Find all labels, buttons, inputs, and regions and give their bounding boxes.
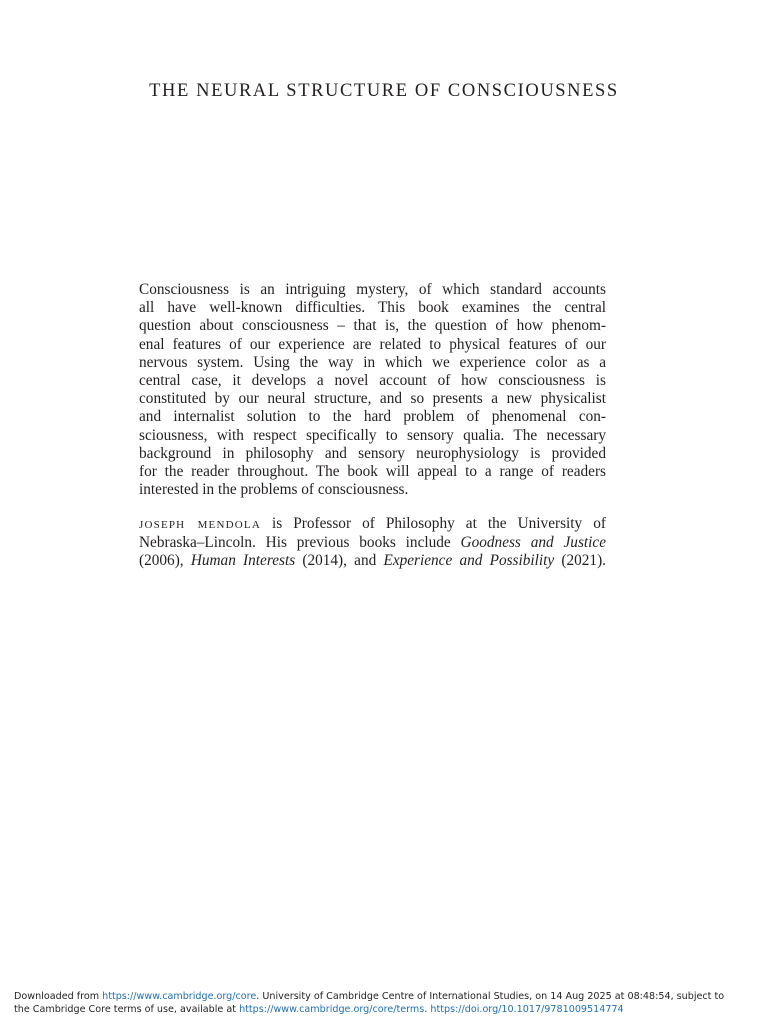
footer-text: Downloaded from <box>14 991 103 1002</box>
footer-text: . <box>424 1004 431 1015</box>
cambridge-core-link[interactable]: https://www.cambridge.org/core <box>102 991 257 1002</box>
author-bio <box>139 515 606 570</box>
description-line: interested in the problems of consciousness. <box>139 481 409 499</box>
author-bio-line <box>139 552 606 570</box>
doi-link[interactable]: https://doi.org/10.1017/9781009514774 <box>430 1004 624 1015</box>
description-line: all have well-known difficulties. This book examines the central <box>139 299 606 317</box>
download-footer <box>14 990 759 1016</box>
description-line: for the reader throughout. The book will appeal to a range of readers <box>139 463 606 481</box>
terms-link[interactable]: https://www.cambridge.org/core/terms <box>239 1004 425 1015</box>
author-bio-text: (2006), <box>139 551 191 569</box>
description-line: enal features of our experience are related to physical features of our <box>139 335 606 353</box>
book-title-experience-and-possibility: Experience and Possibility <box>383 551 555 569</box>
footer-text: the Cambridge Core terms of use, available at <box>14 1004 240 1015</box>
author-name: joseph mendola <box>139 515 261 533</box>
description-line: constituted by our neural structure, and so presents a new physicalist <box>139 390 606 408</box>
description-line: question about consciousness – that is, the question of how phenom- <box>139 317 606 335</box>
author-bio-line <box>139 515 606 533</box>
description-line: central case, it develops a novel account of how consciousness is <box>139 372 606 390</box>
description-line: sciousness, with respect specifically to sensory qualia. The necessary <box>139 426 606 444</box>
author-bio-line <box>139 534 606 552</box>
footer-text: . University of Cambridge Centre of International Studies, on 14 Aug 2025 at 08:48:54, subject to <box>256 991 725 1002</box>
description-line: Consciousness is an intriguing mystery, of which standard accounts <box>139 281 606 298</box>
description-line: background in philosophy and sensory neurophysiology is provided <box>139 444 606 462</box>
author-bio-text: Nebraska–Lincoln. His previous books include <box>139 533 461 551</box>
book-title-human-interests: Human Interests <box>190 551 296 569</box>
footer-line <box>14 1003 759 1016</box>
author-bio-text: is Professor of Philosophy at the University of <box>260 515 606 533</box>
author-bio-text: (2014), and <box>295 551 384 569</box>
author-bio-text: (2021). <box>554 551 606 569</box>
book-description <box>139 281 606 570</box>
description-line: nervous system. Using the way in which we experience color as a <box>139 353 606 371</box>
footer-line <box>14 990 759 1003</box>
book-title: THE NEURAL STRUCTURE OF CONSCIOUSNESS <box>149 81 619 101</box>
description-line: and internalist solution to the hard problem of phenomenal con- <box>139 408 606 426</box>
book-title-goodness-and-justice: Goodness and Justice <box>460 533 606 551</box>
